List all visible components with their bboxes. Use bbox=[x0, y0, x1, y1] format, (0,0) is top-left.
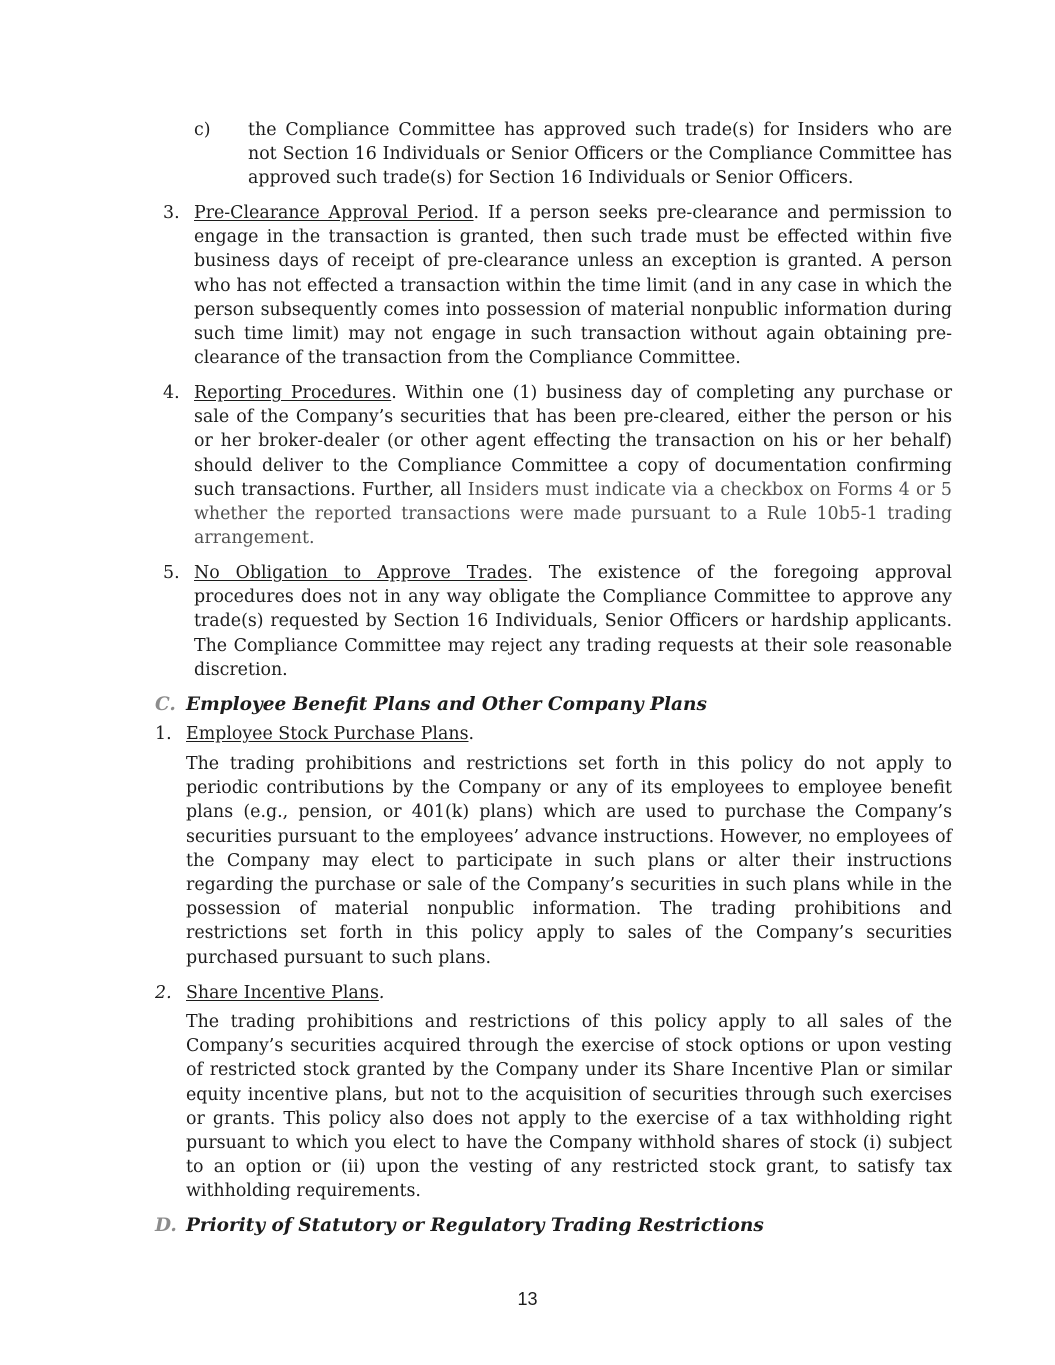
section-c-letter: C. bbox=[155, 694, 176, 715]
item-4-paragraph bbox=[194, 381, 952, 550]
plan-1-marker: 1. bbox=[155, 724, 172, 744]
item-3-text: . If a person seeks pre-clearance and permission to engage in the transaction is granted, then such trade must be effected within five business days of receipt of pre-clearance unless an exception is granted. A person who has not effected a transaction within the time limit (and in any case in which the person subsequently comes into possession of material nonpublic information during such time limit) may not engage in such transaction without again obtaining pre-clearance of the transaction from the Compliance Committee. bbox=[194, 203, 953, 369]
item-3-title: Pre-Clearance Approval Period bbox=[194, 203, 474, 223]
plan-2-title-suffix: . bbox=[378, 983, 385, 1003]
item-5-marker: 5. bbox=[163, 563, 180, 583]
item-3-paragraph bbox=[194, 201, 952, 370]
plan-1-title: Employee Stock Purchase Plans bbox=[186, 724, 469, 744]
item-5-paragraph bbox=[194, 561, 952, 682]
item-5-title: No Obligation to Approve Trades bbox=[194, 563, 528, 583]
plan-1-title-suffix: . bbox=[468, 724, 475, 744]
item-4-text-gray: Insiders must indicate via a checkbox on Forms 4 or 5 whether the reported transactions were made pursuant to a Rule 10b5-1 trading arrangement. bbox=[194, 479, 952, 549]
section-d-heading: Priority of Statutory or Regulatory Trading Restrictions bbox=[186, 1215, 764, 1236]
plan-2-marker: 2. bbox=[155, 983, 172, 1003]
page-number: 13 bbox=[517, 1289, 538, 1309]
plan-1-body: The trading prohibitions and restrictions set forth in this policy do not apply to periodic contributions by the Company or any of its employees to employee benefit plans (e.g., pension, or 401(k) plans) which are used to purchase the Company’s securities pursuant to the employees’ advance instructions. However, no employees of the Company may elect to participate in such plans or alter their instructions regarding the purchase or sale of the Company’s securities in such plans while in the possession of material nonpublic information. The trading prohibitions and restrictions set forth in this policy apply to sales of the Company’s securities purchased pursuant to such plans. bbox=[186, 754, 952, 968]
section-c-heading: Employee Benefit Plans and Other Company Plans bbox=[186, 694, 707, 715]
item-4-marker: 4. bbox=[163, 383, 180, 403]
plan-2-title: Share Incentive Plans bbox=[186, 983, 379, 1003]
plan-2-body: The trading prohibitions and restrictions of this policy apply to all sales of the Company’s securities acquired through the exercise of stock options or upon vesting of restricted stock granted by the Company under its Share Incentive Plan or similar equity incentive plans, but not to the acquisition of securities through such exercises or grants. This policy also does not apply to the exercise of a tax withholding right pursuant to which you elect to have the Company withhold shares of stock (i) subject to an option or (ii) upon the vesting of any restricted stock grant, to satisfy tax withholding requirements. bbox=[186, 1012, 952, 1202]
item-5-text: . The existence of the foregoing approval procedures does not in any way obligate the Compliance Committee to approve any trade(s) requested by Section 16 Individuals, Senior Officers or hardship applicants. The Compliance Committee may reject any trading requests at their sole reasonable discretion. bbox=[194, 563, 952, 680]
item-3-marker: 3. bbox=[163, 203, 180, 223]
item-c-text: the Compliance Committee has approved such trade(s) for Insiders who are not Section 16 Individuals or Senior Officers or the Compliance Committee has approved such trade(s) for Section 16 Individuals or Senior Officers. bbox=[248, 120, 952, 189]
plan-2-heading bbox=[186, 981, 952, 1005]
item-4-title: Reporting Procedures bbox=[194, 383, 392, 403]
item-4-text: . Within one (1) business day of completing any purchase or sale of the Company’s securities that has been pre-cleared, either the person or his or her broker-dealer (or other agent effecting the transaction on his or her behalf) should deliver to the Compliance Committee a copy of documentation confirming such transactions. Further, all bbox=[194, 383, 953, 500]
section-d-letter: D. bbox=[155, 1215, 177, 1236]
plan-1-heading bbox=[186, 722, 952, 746]
item-c-marker: c) bbox=[194, 120, 211, 140]
